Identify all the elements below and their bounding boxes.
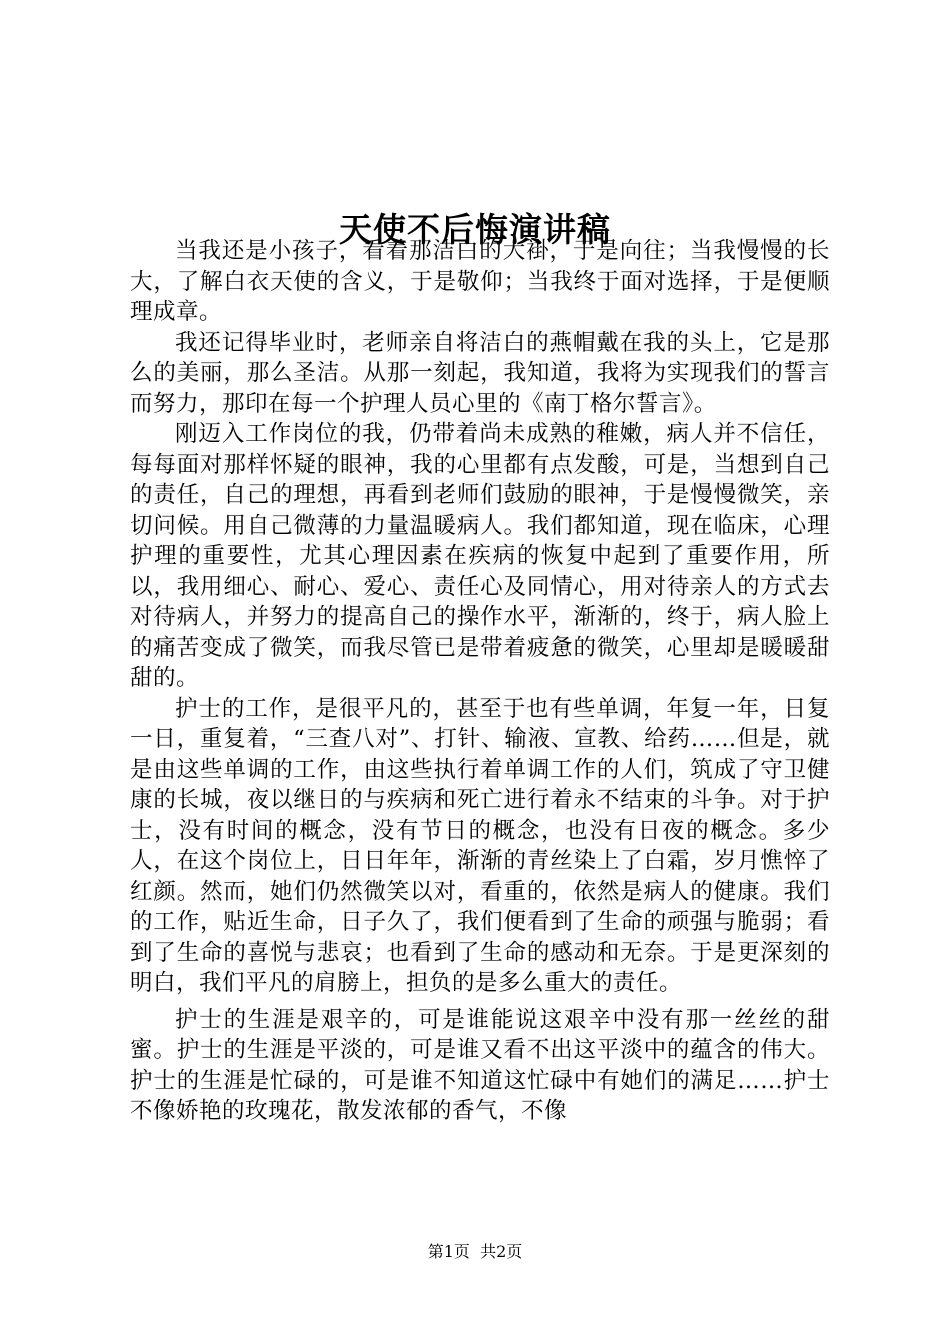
paragraph: 刚迈入工作岗位的我，仍带着尚未成熟的稚嫩，病人并不信任，每每面对那样怀疑的眼神，我的心里都有点发酸，可是，当想到自己的责任，自己的理想，再看到老师们鼓励的眼神，于是慢慢微笑，亲切问候。用自己微薄的力量温暖病人。我们都知道，现在临床，心理护理的重要性，尤其心理因素在疾病的恢复中起到了重要作用，所以，我用细心、耐心、爱心、责任心及同情心，用对待亲人的方式去对待病人，并努力的提高自己的操作水平，渐渐的，终于，病人脸上的痛苦变成了微笑，而我尽管已是带着疲惫的微笑，心里却是暖暖甜甜的。 (130, 421, 830, 691)
page-number: 第1页 共2页 (427, 1242, 523, 1261)
paragraph: 护士的工作，是很平凡的，甚至于也有些单调，年复一年，日复一日，重复着，“三查八对”、打针、输液、宣教、给药……但是，就是由这些单调的工作，由这些执行着单调工作的人们，筑成了守卫健康的长城，夜以继日的与疾病和死亡进行着永不结束的斗争。对于护士，没有时间的概念，没有节日的概念，也没有日夜的概念。多少人，在这个岗位上，日日年年，渐渐的青丝染上了白霜，岁月憔悴了红颜。然而，她们仍然微笑以对，看重的，依然是病人的健康。我们的工作，贴近生命，日子久了，我们便看到了生命的顽强与脆弱；看到了生命的喜悦与悲哀；也看到了生命的感动和无奈。于是更深刻的明白，我们平凡的肩膀上，担负的是多么重大的责任。 (130, 695, 830, 996)
document-body (130, 236, 830, 1127)
paragraph: 我还记得毕业时，老师亲自将洁白的燕帽戴在我的头上，它是那么的美丽，那么圣洁。从那一刻起，我知道，我将为实现我们的誓言而努力，那印在每一个护理人员心里的《南丁格尔誓言》。 (130, 329, 830, 417)
page-footer (0, 1241, 950, 1263)
document-title: 天使不后悔演讲稿 (339, 210, 611, 250)
paragraph: 护士的生涯是艰辛的，可是谁能说这艰辛中没有那一丝丝的甜蜜。护士的生涯是平淡的，可是谁又看不出这平淡中的蕴含的伟大。护士的生涯是忙碌的，可是谁不知道这忙碌中有她们的满足……护士不像娇艳的玫瑰花，散发浓郁的香气，不像 (130, 1006, 830, 1124)
paragraph: 当我还是小孩子，看着那洁白的大褂，于是向往；当我慢慢的长大，了解白衣天使的含义，于是敬仰；当我终于面对选择，于是便顺理成章。 (130, 238, 830, 325)
